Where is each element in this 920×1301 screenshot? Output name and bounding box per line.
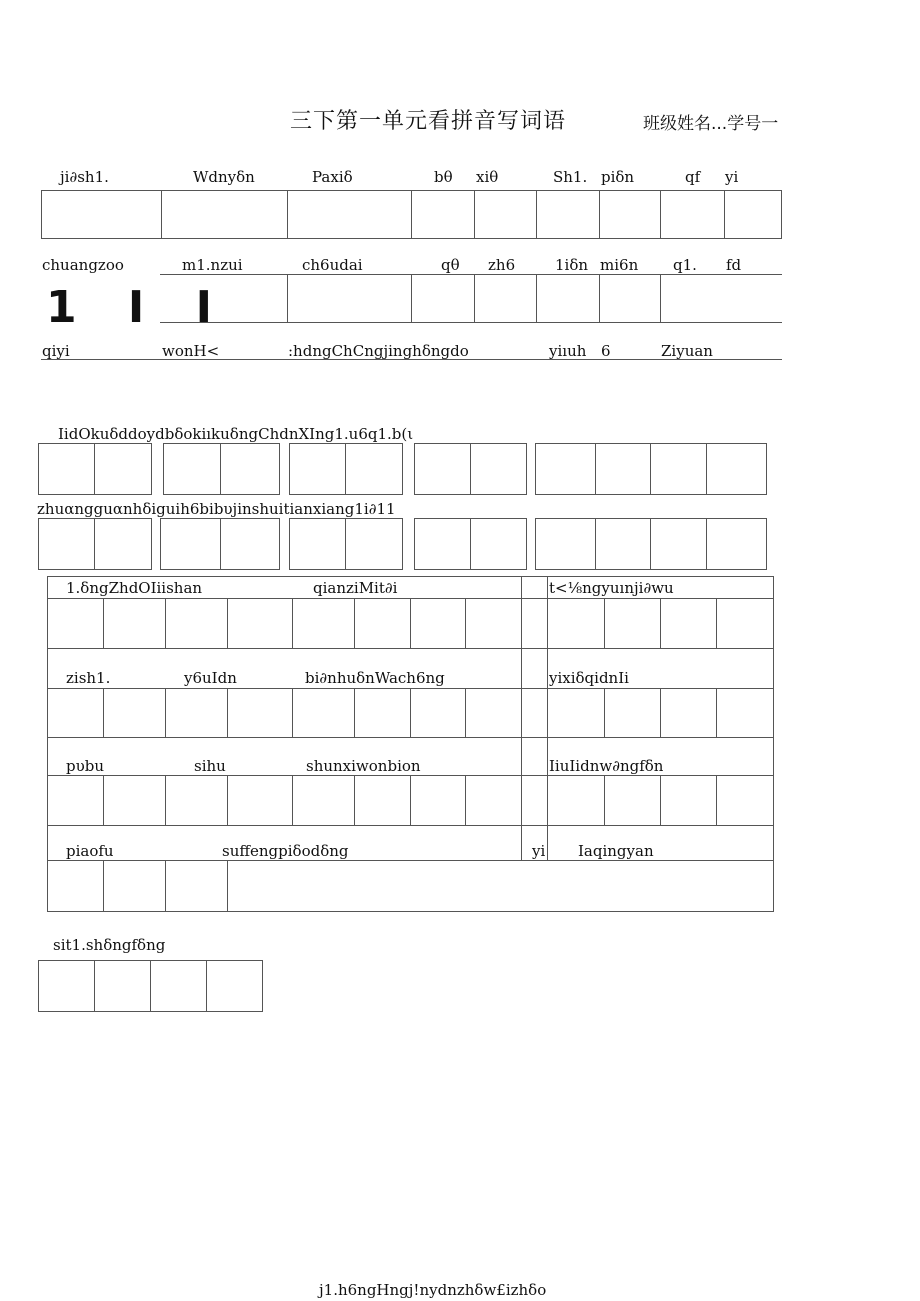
grid-line — [410, 775, 411, 825]
pinyin-label: y6uIdn — [184, 669, 237, 687]
pinyin-label: fd — [726, 256, 742, 274]
writing-cell[interactable] — [660, 190, 725, 239]
pinyin-label: Iaqingyan — [578, 842, 654, 860]
grid-line — [604, 775, 605, 825]
writing-cell[interactable] — [535, 518, 596, 570]
writing-cell[interactable] — [289, 518, 346, 570]
grid-line — [47, 860, 774, 861]
writing-cell[interactable] — [345, 443, 403, 495]
grid-line — [227, 775, 228, 825]
writing-cell[interactable] — [41, 190, 162, 239]
grid-line — [474, 274, 475, 322]
pinyin-label: :hdngChCngjinghδngdo — [288, 342, 469, 360]
pinyin-label: 6 — [601, 342, 611, 360]
grid-line — [716, 775, 717, 825]
grid-line — [465, 688, 466, 737]
underline — [41, 359, 782, 360]
writing-cell[interactable] — [411, 190, 475, 239]
grid-line — [165, 860, 166, 912]
writing-cell[interactable] — [94, 518, 152, 570]
pinyin-label: mi6n — [600, 256, 639, 274]
writing-cell[interactable] — [94, 443, 152, 495]
pinyin-label: IidOkuδddoydbδokiıkuδngChdnXIng1.u6q1.b(ι — [58, 425, 414, 443]
pinyin-label: yi — [532, 842, 546, 860]
pinyin-label: sit1.shδngfδng — [53, 936, 166, 954]
grid-line — [410, 688, 411, 737]
pinyin-label: bθ — [434, 168, 453, 186]
pinyin-label: bi∂nhuδnWach6ng — [305, 669, 445, 687]
writing-cell[interactable] — [470, 443, 527, 495]
writing-cell[interactable] — [206, 960, 263, 1012]
writing-cell[interactable] — [163, 443, 221, 495]
pinyin-label: pυbu — [66, 757, 104, 775]
pinyin-label: t<⅛ngyuınji∂wu — [549, 579, 674, 597]
writing-cell[interactable] — [706, 518, 767, 570]
writing-cell[interactable] — [724, 190, 782, 239]
grid-line — [660, 775, 661, 825]
pinyin-label: Ziyuan — [661, 342, 713, 360]
grid-line — [165, 775, 166, 825]
footer-text: j1.h6ngHngj!nydnzhδw£izhδo — [319, 1281, 547, 1299]
grid-line — [103, 598, 104, 648]
grid-line — [716, 688, 717, 737]
grid-line — [521, 576, 522, 860]
grid-line — [165, 688, 166, 737]
writing-cell[interactable] — [414, 443, 471, 495]
writing-cell[interactable] — [287, 190, 412, 239]
grid-line — [354, 775, 355, 825]
pinyin-label: wonH< — [162, 342, 220, 360]
writing-cell[interactable] — [220, 518, 280, 570]
writing-cell[interactable] — [650, 518, 707, 570]
grid-line — [660, 274, 661, 322]
pinyin-label: qθ — [441, 256, 460, 274]
writing-cell[interactable] — [38, 518, 95, 570]
grid-line — [536, 274, 537, 322]
writing-cell[interactable] — [38, 960, 95, 1012]
writing-cell[interactable] — [470, 518, 527, 570]
pinyin-label: Wdnyδn — [193, 168, 255, 186]
grid-line — [716, 598, 717, 648]
grid-line — [103, 688, 104, 737]
grid-line — [227, 860, 228, 912]
pinyin-label: yi — [725, 168, 739, 186]
pinyin-label: ji∂sh1. — [60, 168, 109, 186]
writing-cell[interactable] — [595, 518, 651, 570]
pinyin-label: piaofu — [66, 842, 114, 860]
pinyin-label: ch6udai — [302, 256, 363, 274]
pinyin-label: qf — [685, 168, 701, 186]
grid-line — [287, 274, 288, 322]
grid-line — [411, 274, 412, 322]
grid-line — [354, 598, 355, 648]
grid-line — [227, 688, 228, 737]
pinyin-label: piδn — [601, 168, 635, 186]
grid-line — [292, 775, 293, 825]
grid-line — [165, 598, 166, 648]
pinyin-label: sihu — [194, 757, 226, 775]
pinyin-label: Paxiδ — [312, 168, 353, 186]
grid-line — [47, 737, 774, 738]
writing-cell[interactable] — [289, 443, 346, 495]
grid-line — [465, 775, 466, 825]
writing-cell[interactable] — [150, 960, 207, 1012]
pinyin-label: yixiδqidnIi — [549, 669, 629, 687]
grid-line — [47, 648, 774, 649]
grid-line — [103, 775, 104, 825]
pinyin-label: shunxiwonbion — [306, 757, 421, 775]
writing-cell[interactable] — [706, 443, 767, 495]
pinyin-label: yiıuh — [549, 342, 587, 360]
pinyin-label: q1. — [673, 256, 697, 274]
writing-cell[interactable] — [650, 443, 707, 495]
grid-line — [160, 322, 782, 323]
pinyin-label: qianziMit∂i — [313, 579, 398, 597]
grid-line — [227, 598, 228, 648]
large-characters: 1 I I — [46, 282, 230, 333]
pinyin-label: suffengpiδodδng — [222, 842, 349, 860]
writing-cell[interactable] — [536, 190, 600, 239]
writing-cell[interactable] — [535, 443, 596, 495]
pinyin-label: 1.δngZhdOIiishan — [66, 579, 203, 597]
writing-cell[interactable] — [474, 190, 537, 239]
writing-cell[interactable] — [595, 443, 651, 495]
grid-line — [604, 598, 605, 648]
grid-line — [354, 688, 355, 737]
pinyin-label: zish1. — [66, 669, 111, 687]
pinyin-label: Sh1. — [553, 168, 588, 186]
grid-line — [160, 274, 782, 275]
grid-line — [604, 688, 605, 737]
writing-cell[interactable] — [599, 190, 661, 239]
student-info-label: 班级姓名...学号一 — [643, 114, 779, 134]
grid-line — [47, 825, 774, 826]
grid-line — [599, 274, 600, 322]
grid-line — [292, 688, 293, 737]
grid-line — [465, 598, 466, 648]
page-title: 三下第一单元看拼音写词语 — [290, 109, 567, 134]
grid-line — [660, 688, 661, 737]
writing-cell[interactable] — [160, 518, 221, 570]
grid-line — [103, 860, 104, 912]
pinyin-label: 1iδn — [555, 256, 589, 274]
pinyin-label: m1.nzui — [182, 256, 243, 274]
writing-cell[interactable] — [220, 443, 280, 495]
pinyin-label: zhuαngguαnhδiguih6bibυjinshuitianxiang1i∂11 — [37, 500, 396, 518]
grid-line — [547, 576, 548, 860]
writing-cell[interactable] — [94, 960, 151, 1012]
pinyin-label: chuangzoo — [42, 256, 124, 274]
writing-cell[interactable] — [345, 518, 403, 570]
pinyin-label: qiyi — [42, 342, 70, 360]
writing-cell[interactable] — [38, 443, 95, 495]
pinyin-label: zh6 — [488, 256, 516, 274]
writing-cell[interactable] — [161, 190, 288, 239]
pinyin-label: xiθ — [476, 168, 499, 186]
grid-line — [292, 598, 293, 648]
writing-cell[interactable] — [414, 518, 471, 570]
pinyin-label: IiuIidnw∂ngfδn — [549, 757, 664, 775]
grid-line — [660, 598, 661, 648]
grid-line — [410, 598, 411, 648]
